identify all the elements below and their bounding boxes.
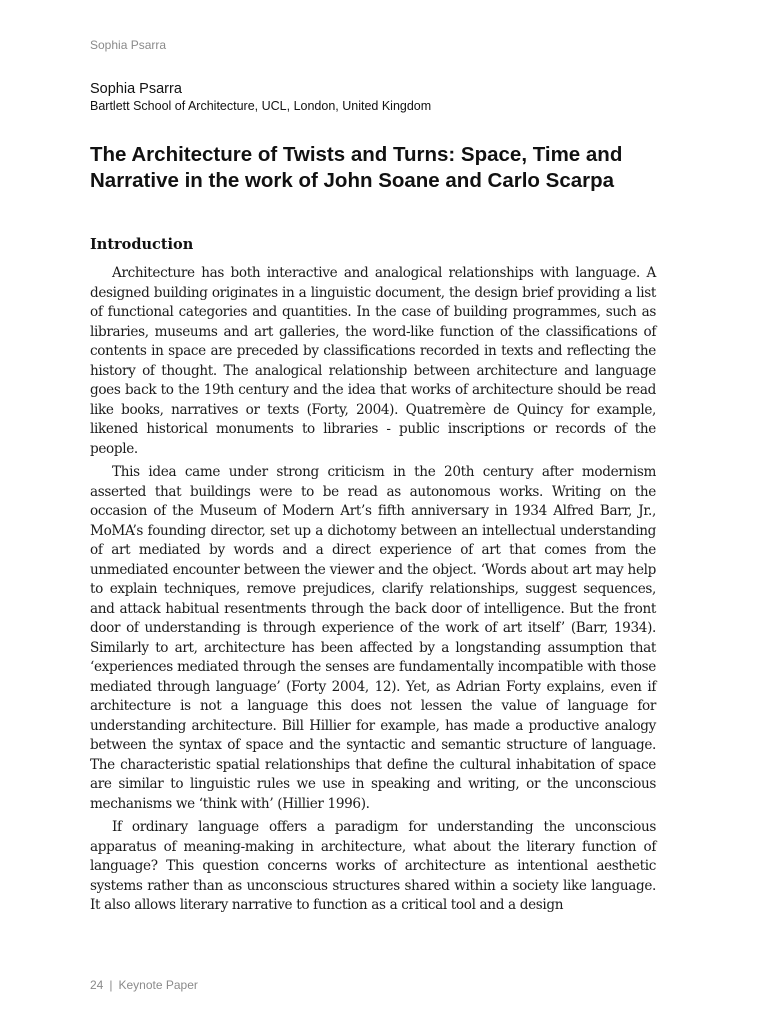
author-block (90, 80, 431, 114)
paragraph: This idea came under strong criticism in the 20th century after modernism asserted that buildings were to be read as autonomous works. Writing on the occasion of the Museum of Modern Art’s fifth anniversary in 1934 Alfred Barr, Jr., MoMA’s founding director, set up a dichotomy between an intellectual understanding of art mediated by words and a direct experience of art that comes from the unmediated encounter between the viewer and the object. ‘Words about art may help to explain techniques, remove prejudices, clarify relationships, suggest sequences, and attack habitual resentments through the back door of intelligence. But the front door of understanding is through experience of the work of art itself’ (Barr, 1934). Similarly to art, architecture has been affected by a longstanding assumption that ‘experiences mediated through the senses are fundamentally incompatible with those mediated through language’ (Forty 2004, 12). Yet, as Adrian Forty explains, even if architecture is not a language this does not lessen the value of language for understanding architecture. Bill Hillier for example, has made a productive analogy between the syntax of space and the syntactic and semantic structure of language. The characteristic spatial relationships that define the cultural inhabitation of space are similar to linguistic rules we use in speaking and writing, or the unconscious mechanisms we ‘think with’ (Hillier 1996). (90, 464, 656, 812)
author-affiliation: Bartlett School of Architecture, UCL, London, United Kingdom (90, 99, 432, 113)
paper-title: The Architecture of Twists and Turns: Space, Time and Narrative in the work of John Soane and Carlo Scarpa (90, 143, 623, 192)
body-text (90, 264, 656, 920)
paragraph: Architecture has both interactive and analogical relationships with language. A designed building originates in a linguistic document, the design brief providing a list of functional categories and quantities. In the case of building programmes, such as libraries, museums and art galleries, the word-like function of the classifications of contents in space are preceded by classifications recorded in texts and reflecting the history of thought. The analogical relationship between architecture and language goes back to the 19th century and the idea that works of architecture should be read like books, narratives or texts (Forty, 2004). Quatremère de Quincy for example, likened historical monuments to libraries - public inscriptions or records of the people. (90, 265, 656, 457)
page-footer (90, 978, 198, 992)
author-name: Sophia Psarra (90, 81, 182, 97)
page-number: 24 (90, 978, 104, 992)
footer-label: Keynote Paper (118, 978, 198, 992)
footer-separator: | (109, 978, 113, 992)
running-head: Sophia Psarra (90, 38, 167, 52)
paragraph: If ordinary language offers a paradigm for understanding the unconscious apparatus of meaning-making in architecture, what about the literary function of language? This question concerns works of architecture as intentional aesthetic systems rather than as unconscious structures shared within a society like language. It also allows literary narrative to function as a critical tool and a design (90, 819, 656, 913)
section-heading: Introduction (90, 236, 194, 253)
